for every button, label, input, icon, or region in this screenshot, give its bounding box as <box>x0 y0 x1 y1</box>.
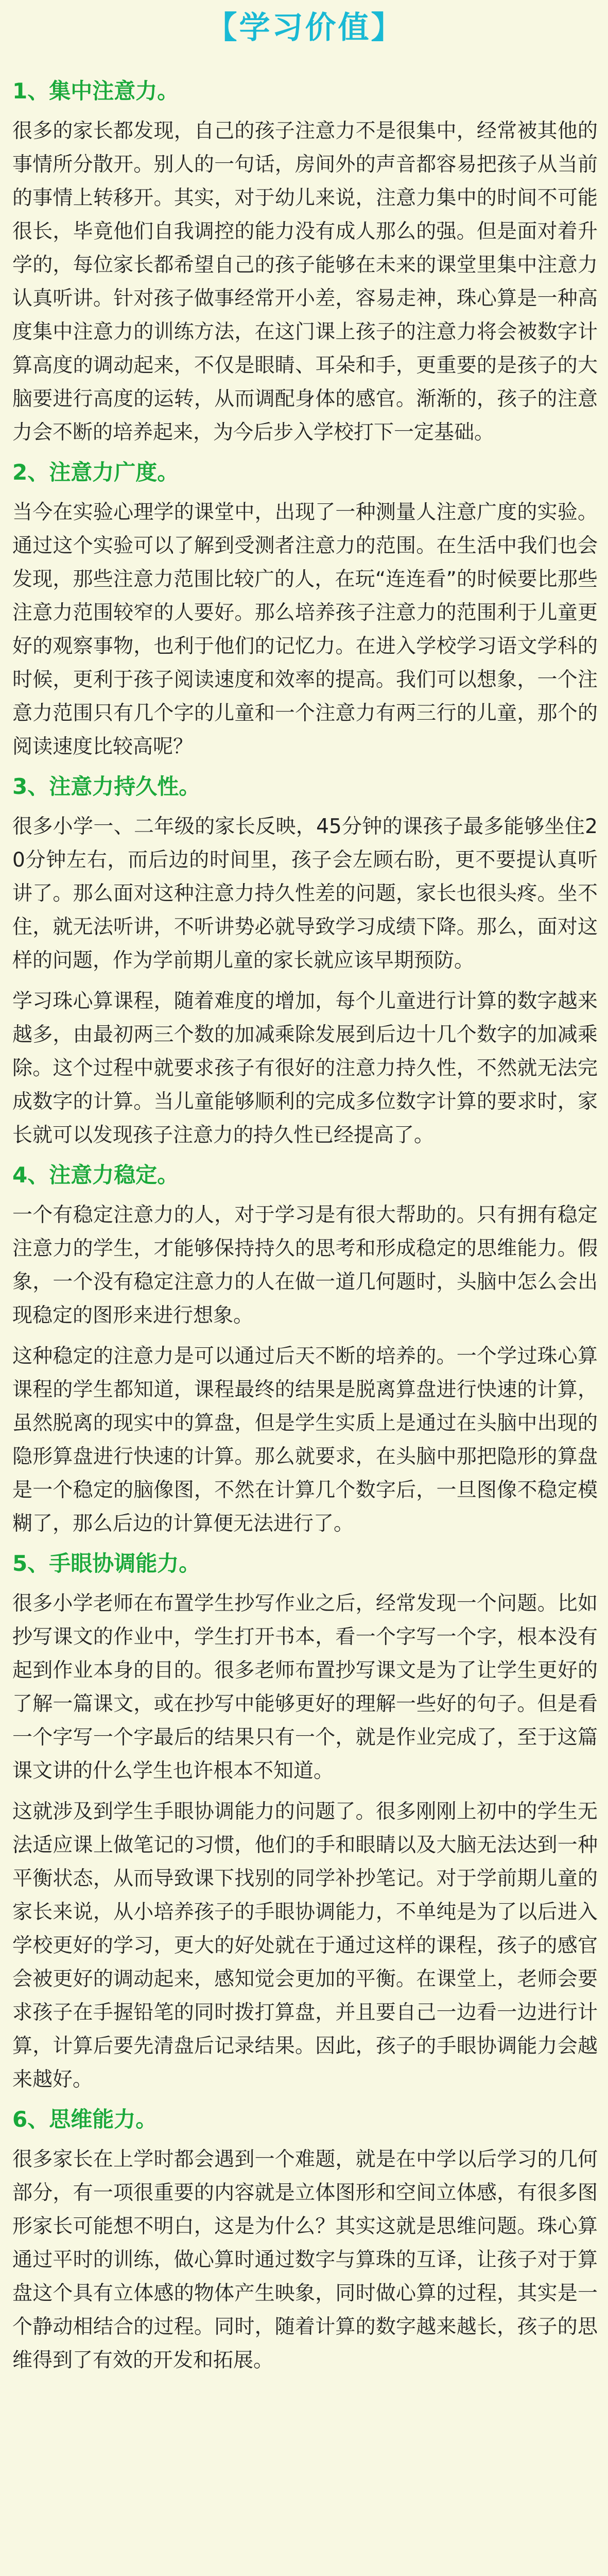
paragraph: 很多小学一、二年级的家长反映，45分钟的课孩子最多能够坐住20分钟左右，而后边的时间里，孩子会左顾右盼，更不要提认真听讲了。那么面对这种注意力持久性差的问题，家长也很头疼。坐不住，就无法听讲，不听讲势必就导致学习成绩下降。那么，面对这样的问题，作为学前期儿童的家长就应该早期预防。 <box>12 815 598 972</box>
paragraph: 一个有稳定注意力的人，对于学习是有很大帮助的。只有拥有稳定注意力的学生，才能够保持持久的思考和形成稳定的思维能力。假象，一个没有稳定注意力的人在做一道几何题时，头脑中怎么会出现稳定的图形来进行想象。 <box>12 1204 598 1327</box>
paragraph: 很多小学老师在布置学生抄写作业之后，经常发现一个问题。比如抄写课文的作业中，学生打开书本，看一个字写一个字，根本没有起到作业本身的目的。很多老师布置抄写课文是为了让学生更好的了解一篇课文，或在抄写中能够更好的理解一些好的句子。但是看一个字写一个字最后的结果只有一个，就是作业完成了，至于这篇课文讲的什么学生也许根本不知道。 <box>12 1592 598 1783</box>
paragraph: 很多的家长都发现，自己的孩子注意力不是很集中，经常被其他的事情所分散开。别人的一句话，房间外的声音都容易把孩子从当前的事情上转移开。其实，对于幼儿来说，注意力集中的时间不可能很长，毕竟他们自我调控的能力没有成人那么的强。但是面对着升学的，每位家长都希望自己的孩子能够在未来的课堂里集中注意力认真听讲。针对孩子做事经常开小差，容易走神，珠心算是一种高度集中注意力的训练方法，在这门课上孩子的注意力将会被数字计算高度的调动起来，不仅是眼睛、耳朵和手，更重要的是孩子的大脑要进行高度的运转，从而调配身体的感官。渐渐的，孩子的注意力会不断的培养起来，为今后步入学校打下一定基础。 <box>12 120 598 444</box>
paragraph: 很多家长在上学时都会遇到一个难题，就是在中学以后学习的几何部分，有一项很重要的内容就是立体图形和空间立体感，有很多图形家长可能想不明白，这是为什么？其实这就是思维问题。珠心算通过平时的训练，做心算时通过数字与算珠的互译，让孩子对于算盘这个具有立体感的物体产生映象，同时做心算的过程，其实是一个静动相结合的过程。同时，随着计算的数字越来越长，孩子的思维得到了有效的开发和拓展。 <box>12 2148 598 2372</box>
section-heading: 1、集中注意力。 <box>12 78 179 104</box>
section-attention-stability <box>12 1159 598 1540</box>
paragraph: 这种稳定的注意力是可以通过后天不断的培养的。一个学过珠心算课程的学生都知道，课程最终的结果是脱离算盘进行快速的计算，虽然脱离的现实中的算盘，但是学生实质上是通过在头脑中出现的隐形算盘进行快速的计算。那么就要求，在头脑中那把隐形的算盘是一个稳定的脑像图，不然在计算几个数字后，一旦图像不稳定模糊了，那么后边的计算便无法进行了。 <box>12 1345 598 1535</box>
section-heading: 6、思维能力。 <box>12 2107 158 2132</box>
paragraph: 这就涉及到学生手眼协调能力的问题了。很多刚刚上初中的学生无法适应课上做笔记的习惯，他们的手和眼睛以及大脑无法达到一种平衡状态，从而导致课下找别的同学补抄笔记。对于学前期儿童的家长来说，从小培养孩子的手眼协调能力，不单纯是为了以后进入学校更好的学习，更大的好处就在于通过这样的课程，孩子的感官会被更好的调动起来，感知觉会更加的平衡。在课堂上，老师会要求孩子在手握铅笔的同时拨打算盘，并且要自己一边看一边进行计算，计算后要先清盘后记录结果。因此，孩子的手眼协调能力会越来越好。 <box>12 1800 598 2091</box>
section-heading: 5、手眼协调能力。 <box>12 1551 201 1576</box>
paragraph: 学习珠心算课程，随着难度的增加，每个儿童进行计算的数字越来越多，由最初两三个数的加减乘除发展到后边十几个数字的加减乘除。这个过程中就要求孩子有很好的注意力持久性，不然就无法完成数字的计算。当儿童能够顺利的完成多位数字计算的要求时，家长就可以发现孩子注意力的持久性已经提高了。 <box>12 990 598 1147</box>
section-hand-eye-coordination <box>12 1548 598 2096</box>
page-title: 【学习价值】 <box>206 10 404 46</box>
section-attention-persistence <box>12 771 598 1152</box>
section-heading: 4、注意力稳定。 <box>12 1162 179 1188</box>
section-heading: 3、注意力持久性。 <box>12 774 201 799</box>
section-heading: 2、注意力广度。 <box>12 460 179 485</box>
section-attention-breadth <box>12 456 598 764</box>
paragraph: 当今在实验心理学的课堂中，出现了一种测量人注意广度的实验。通过这个实验可以了解到受测者注意力的范围。在生活中我们也会发现，那些注意力范围比较广的人，在玩“连连看”的时候要比那些注意力范围较窄的人要好。那么培养孩子注意力的范围利于儿童更好的观察事物，也利于他们的记忆力。在进入学校学习语文学科的时候，更利于孩子阅读速度和效率的提高。我们可以想象，一个注意力范围只有几个字的儿童和一个注意力有两三行的儿童，那个的阅读速度比较高呢？ <box>12 501 598 758</box>
section-thinking-ability <box>12 2104 598 2377</box>
section-concentration <box>12 75 598 449</box>
